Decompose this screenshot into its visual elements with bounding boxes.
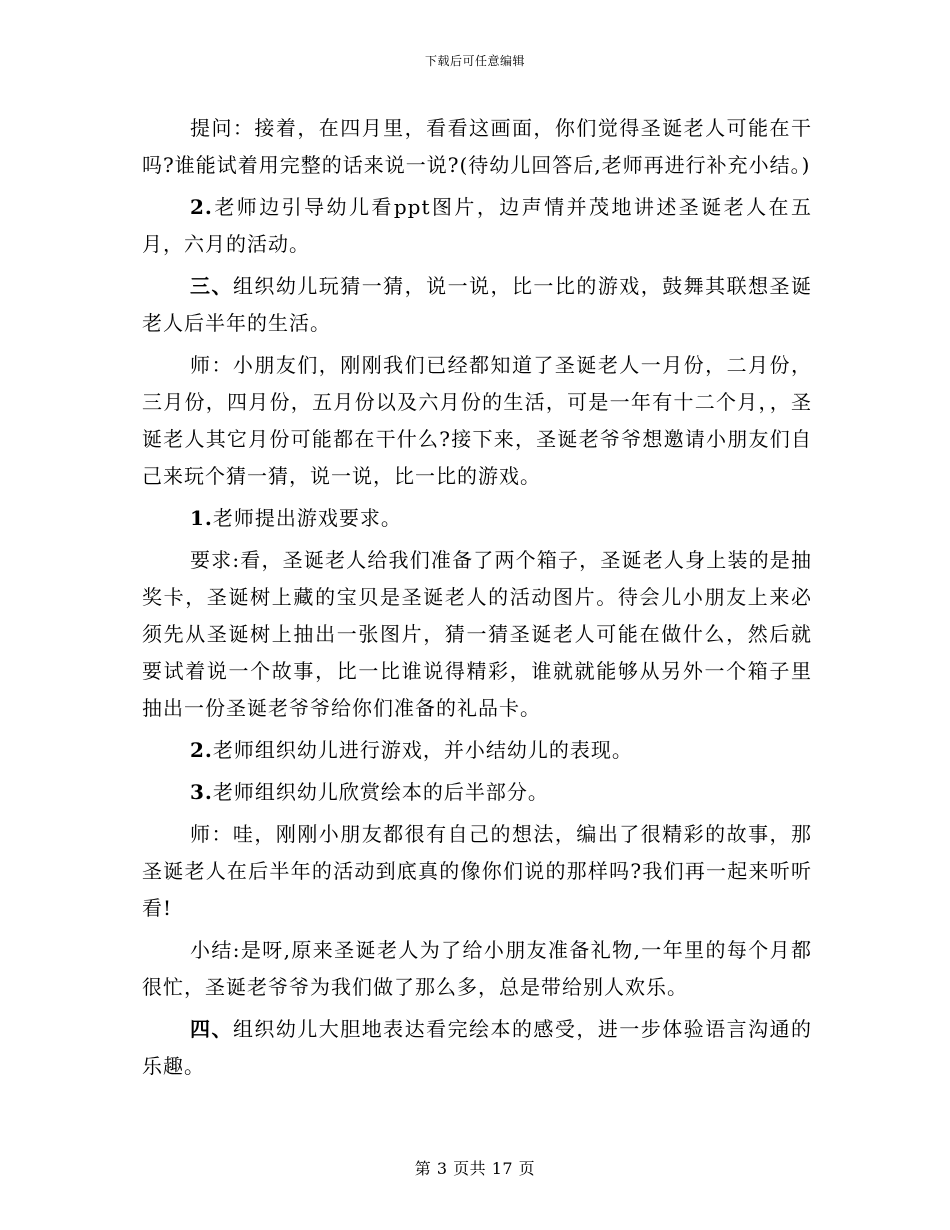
paragraph-step-2-game [142, 732, 812, 769]
paragraph-requirements [142, 542, 812, 727]
paragraph-teacher-wow [142, 816, 812, 927]
document-body [142, 110, 812, 1090]
paragraph-text: 要求:看，圣诞老人给我们准备了两个箱子，圣诞老人身上装的是抽奖卡，圣诞树上藏的宝贝是圣诞老人的活动图片。待会儿小朋友上来必须先从圣诞树上抽出一张图片，猜一猜圣诞老人可能在做什么，然后就要试着说一个故事，比一比谁说得精彩，谁就就能够从另外一个箱子里抽出一份圣诞老爷爷给你们准备的礼品卡。 [142, 548, 812, 720]
paragraph-lead: 2. [190, 195, 213, 219]
paragraph-summary [142, 932, 812, 1006]
paragraph-text: 老师组织幼儿欣赏绘本的后半部分。 [212, 780, 549, 804]
paragraph-text: 提问：接着，在四月里，看看这画面，你们觉得圣诞老人可能在干吗?谁能试着用完整的话来说一说?(待幼儿回答后,老师再进行补充小结。) [142, 116, 812, 177]
paragraph-step-2-ppt [142, 189, 812, 263]
paragraph-lead: 三、 [190, 274, 233, 298]
paragraph-lead: 2. [190, 738, 213, 762]
paragraph-lead: 1. [190, 506, 213, 530]
paragraph-section-4 [142, 1011, 812, 1085]
page-footer: 第 3 页共 17 页 [414, 1159, 536, 1178]
page-header: 下载后可任意编辑 [424, 54, 525, 68]
paragraph-lead: 四、 [190, 1017, 233, 1041]
paragraph-text: 老师提出游戏要求。 [212, 506, 402, 530]
paragraph-text: 师：哇，刚刚小朋友都很有自己的想法，编出了很精彩的故事，那圣诞老人在后半年的活动到底真的像你们说的那样吗?我们再一起来听听看! [142, 822, 812, 920]
paragraph-text: 老师边引导幼儿看ppt图片，边声情并茂地讲述圣诞老人在五月，六月的活动。 [142, 195, 812, 256]
paragraph-teacher-intro [142, 347, 812, 495]
paragraph-text: 组织幼儿大胆地表达看完绘本的感受，进一步体验语言沟通的乐趣。 [142, 1017, 813, 1078]
paragraph-step-1-rules [142, 500, 812, 537]
paragraph-step-3-book [142, 774, 812, 811]
paragraph-text: 师：小朋友们，刚刚我们已经都知道了圣诞老人一月份，二月份，三月份，四月份，五月份以及六月份的生活，可是一年有十二个月，，圣诞老人其它月份可能都在干什么?接下来，圣诞老爷爷想邀请小朋友们自己来玩个猜一猜，说一说，比一比的游戏。 [142, 353, 812, 488]
paragraph-section-3 [142, 268, 812, 342]
paragraph-question-april [142, 110, 812, 184]
paragraph-lead: 3. [190, 780, 213, 804]
paragraph-text: 组织幼儿玩猜一猜，说一说，比一比的游戏，鼓舞其联想圣诞老人后半年的生活。 [142, 274, 813, 335]
paragraph-text: 老师组织幼儿进行游戏，并小结幼儿的表现。 [212, 738, 633, 762]
paragraph-text: 小结:是呀,原来圣诞老人为了给小朋友准备礼物,一年里的每个月都很忙，圣诞老爷爷为我们做了那么多，总是带给别人欢乐。 [142, 938, 812, 999]
